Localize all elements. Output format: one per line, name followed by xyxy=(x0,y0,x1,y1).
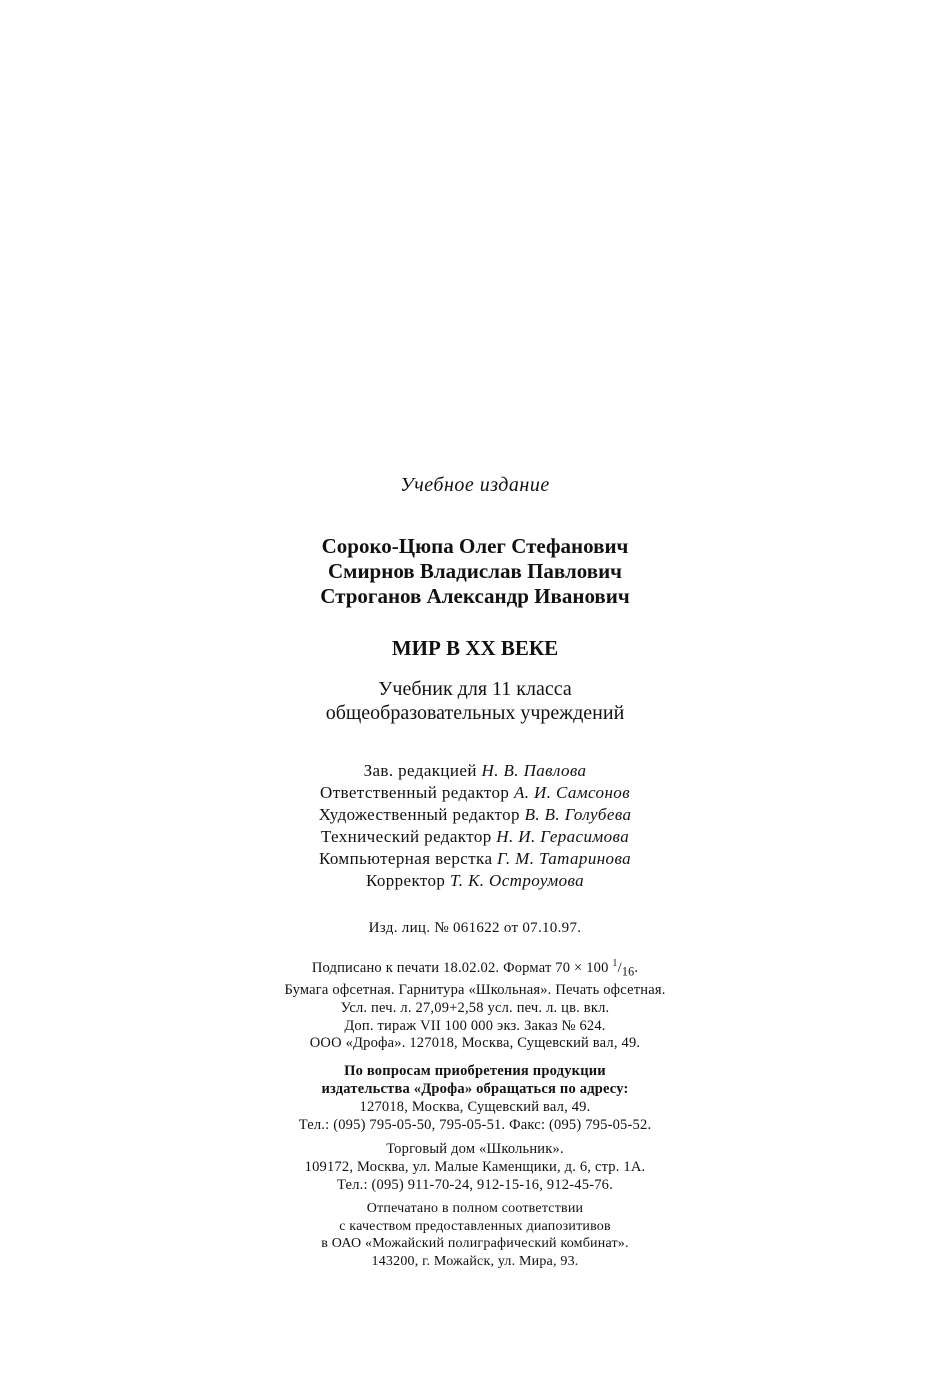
book-subtitle xyxy=(0,677,950,725)
publisher-address: ООО «Дрофа». 127018, Москва, Сущевский вал, 49. xyxy=(309,1035,641,1051)
printer-line: в ОАО «Можайский полиграфический комбинат». xyxy=(321,1236,629,1251)
shop-line: Тел.: (095) 911-70-24, 912-15-16, 912-45-76. xyxy=(337,1177,613,1193)
printer-line: 143200, г. Можайск, ул. Мира, 93. xyxy=(371,1253,579,1269)
subtitle-line: Учебник для 11 класса xyxy=(378,678,572,700)
editor-line xyxy=(0,848,950,870)
editor-role: Технический редактор xyxy=(320,827,492,846)
editor-name: А. И. Самсонов xyxy=(513,783,630,802)
editor-name: Н. И. Герасимова xyxy=(496,827,630,846)
imprint-block xyxy=(0,955,950,1035)
format-denominator: 16 xyxy=(621,964,635,979)
editor-name: В. В. Голубева xyxy=(524,805,632,824)
editor-name: Н. В. Павлова xyxy=(481,761,587,780)
format-numerator: 1 xyxy=(612,958,618,969)
sheets-line: Усл. печ. л. 27,09+2,58 усл. печ. л. цв. вкл. xyxy=(340,999,610,1016)
orders-address: 127018, Москва, Сущевский вал, 49. xyxy=(359,1099,591,1115)
author-name: Строганов Александр Иванович xyxy=(320,584,630,608)
editor-line xyxy=(0,804,950,826)
editor-line xyxy=(0,826,950,848)
orders-phones: Тел.: (095) 795-05-50, 795-05-51. Факс: (095) 795-05-52. xyxy=(298,1117,652,1133)
book-title: МИР В XX ВЕКЕ xyxy=(391,636,559,660)
subtitle-line: общеобразовательных учреждений xyxy=(325,702,625,724)
author-name: Сороко-Цюпа Олег Стефанович xyxy=(321,534,629,558)
signed-line: Подписано к печати 18.02.02. Формат 70 × 100 $^1/_{16}$. xyxy=(311,958,639,979)
authors-block xyxy=(0,534,950,609)
orders-heading-line: издательства «Дрофа» обращаться по адресу: xyxy=(321,1081,629,1097)
publisher-license: Изд. лиц. № 061622 от 07.10.97. xyxy=(368,920,582,936)
editor-role: Художественный редактор xyxy=(318,805,520,824)
printer-line: Отпечатано в полном соответствии xyxy=(366,1201,584,1216)
editors-block xyxy=(0,760,950,892)
editor-name: Г. М. Татаринова xyxy=(497,849,632,868)
editor-role: Зав. редакцией xyxy=(363,761,477,780)
author-name: Смирнов Владислав Павлович xyxy=(327,559,623,583)
printer-block xyxy=(0,1200,950,1270)
editor-role: Ответственный редактор xyxy=(320,783,510,802)
editor-name: Т. К. Остроумова xyxy=(449,871,585,890)
print-run-line: Доп. тираж VII 100 000 экз. Заказ № 624. xyxy=(344,1017,606,1034)
editor-line xyxy=(0,782,950,804)
editor-role: Компьютерная верстка xyxy=(318,849,493,868)
orders-heading-line: По вопросам приобретения продукции xyxy=(344,1063,606,1079)
editor-line xyxy=(0,870,950,892)
signed-suffix: . xyxy=(634,959,639,976)
shop-line: 109172, Москва, ул. Малые Каменщики, д. 6, стр. 1А. xyxy=(304,1159,646,1175)
paper-line: Бумага офсетная. Гарнитура «Школьная». Печать офсетная. xyxy=(284,981,666,998)
editor-line xyxy=(0,760,950,782)
signed-text: Подписано к печати 18.02.02. Формат 70 × 100 xyxy=(311,959,609,976)
orders-block xyxy=(0,1062,950,1134)
edition-type: Учебное издание xyxy=(400,474,550,496)
editor-role: Корректор xyxy=(365,871,446,890)
trading-house-block xyxy=(0,1140,950,1194)
shop-line: Торговый дом «Школьник». xyxy=(386,1141,564,1157)
printer-line: с качеством предоставленных диапозитивов xyxy=(339,1218,611,1234)
